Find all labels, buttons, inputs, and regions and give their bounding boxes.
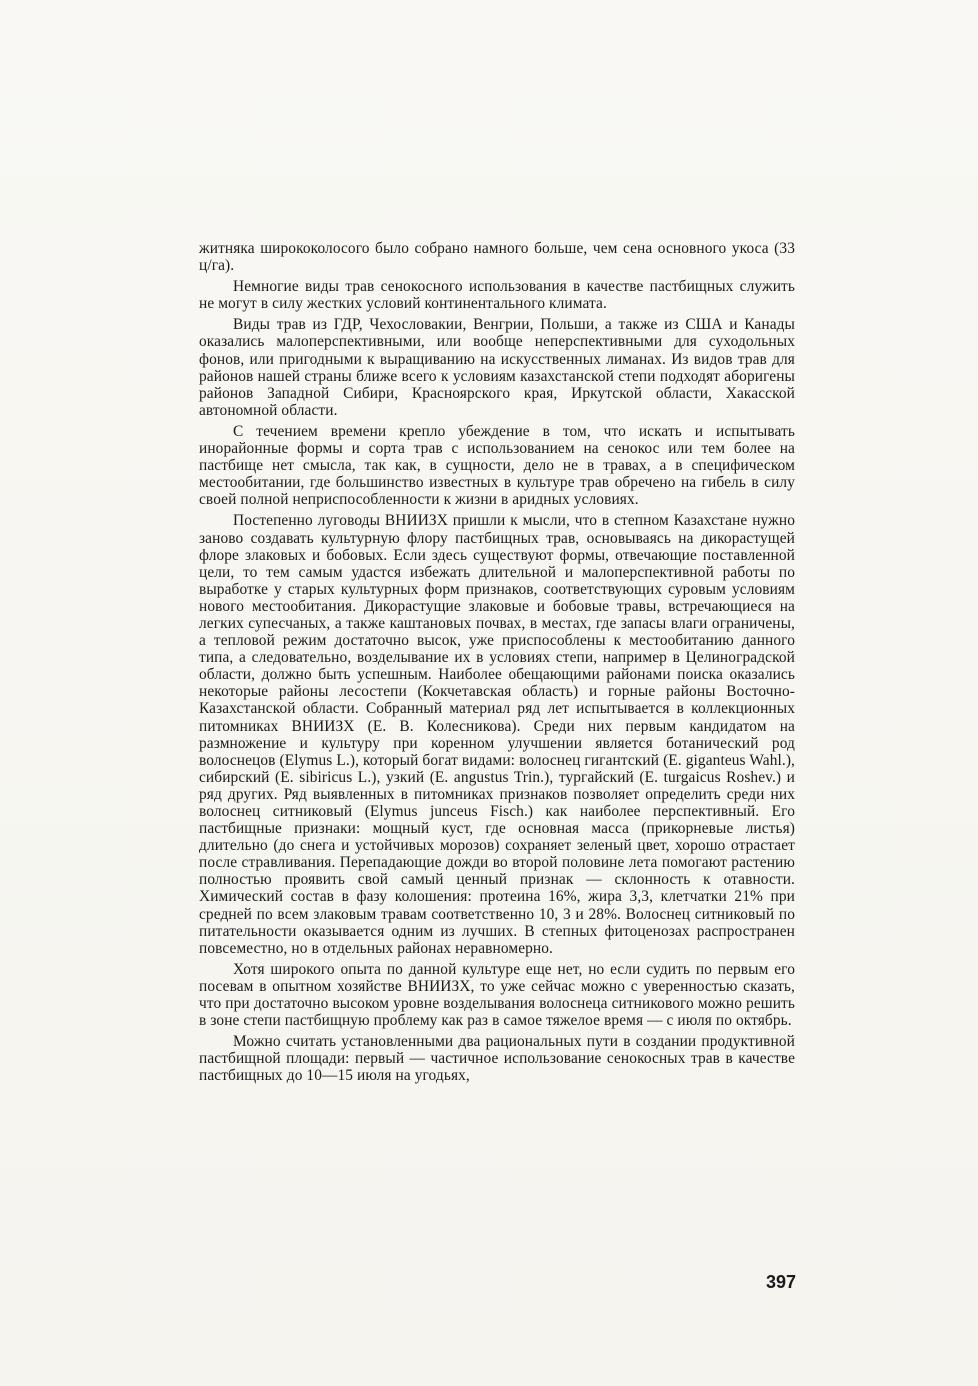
paragraph: С течением времени крепло убеждение в том, что искать и испытывать инорайонные формы и сорта трав с использованием на сенокос или тем более на пастбище нет смысла, так как, в сущности, дело не в травах, а в специфическом местообитании, где большинство известных в культуре трав обречено на гибель в силу своей полной неприспособленности к жизни в аридных условиях. [199,422,795,509]
paragraph: Немногие виды трав сенокосного использования в качестве пастбищных служить не могут в силу жестких условий континентального климата. [199,278,795,313]
paragraph: Постепенно луговоды ВНИИЗХ пришли к мысли, что в степном Казахстане нужно заново создавать культурную флору пастбищных трав, основываясь на дикорастущей флоре злаковых и бобовых. Если здесь существуют формы, отвечающие поставленной цели, то тем самым удастся избежать длительной и малоперспективной работы по выработке у старых культурных форм признаков, соответствующих суровым условиям нового местообитания. Дикорастущие злаковые и бобовые травы, встречающиеся на легких супесчаных, а также каштановых почвах, в местах, где запасы влаги ограничены, а тепловой режим достаточно высок, уже приспособлены к местообитанию данного типа, а следовательно, возделывание их в условиях степи, например в Целиноградской области, должно быть успешным. Наиболее обещающими районами поиска оказались некоторые районы лесостепи (Кокчетавская область) и горные районы Восточно-Казахстанской области. Собранный материал ряд лет испытывается в коллекционных питомниках ВНИИЗХ (Е. В. Колесникова). Среди них первым кандидатом на размножение и культуру при коренном улучшении является ботанический род волоснецов (Elymus L.), который богат видами: волоснец гигантский (E. giganteus Wahl.), сибирский (E. sibiricus L.), узкий (E. angustus Trin.), тургайский (E. turgaicus Roshev.) и ряд других. Ряд выявленных в питомниках признаков позволяет определить среди них волоснец ситниковый (Elymus junceus Fisch.) как наиболее перспективный. Его пастбищные признаки: мощный куст, где основная масса (прикорневые листья) длительно (до снега и устойчивых морозов) сохраняет зеленый цвет, хорошо отрастает после стравливания. Перепадающие дожди во второй половине лета помогают растению полностью проявить свой самый ценный признак — склонность к отавности. Химический состав в фазу колошения: протеина 16%, жира 3,3, клетчатки 21% при средней по всем злаковым травам соответственно 10, 3 и 28%. Волоснец ситниковый по питательности оказывается одним из лучших. В степных фитоценозах распространен повсеместно, но в отдельных районах неравномерно. [199,512,795,957]
paragraph: Можно считать установленными два рациональных пути в создании продуктивной пастбищной площади: первый — частичное использование сенокосных трав в качестве пастбищных до 10—15 июля на угодьях, [199,1033,795,1085]
body-text [199,240,795,1089]
page-number: 397 [766,1272,797,1292]
paragraph: Виды трав из ГДР, Чехословакии, Венгрии, Польши, а также из США и Канады оказались малоперспективными, или вообще неперспективными для суходольных фонов, или пригодными к выращиванию на искусственных лиманах. Из видов трав для районов нашей страны ближе всего к условиям казахстанской степи подходят аборигены районов Западной Сибири, Красноярского края, Иркутской области, Хакасской автономной области. [199,316,795,419]
paragraph: житняка ширококолосого было собрано намного больше, чем сена основного укоса (33 ц/га). [199,240,795,275]
paragraph: Хотя широкого опыта по данной культуре еще нет, но если судить по первым его посевам в опытном хозяйстве ВНИИЗХ, то уже сейчас можно с уверенностью сказать, что при достаточно высоком уровне возделывания волоснеца ситникового можно решить в зоне степи пастбищную проблему как раз в самое тяжелое время — с июля по октябрь. [199,960,795,1030]
